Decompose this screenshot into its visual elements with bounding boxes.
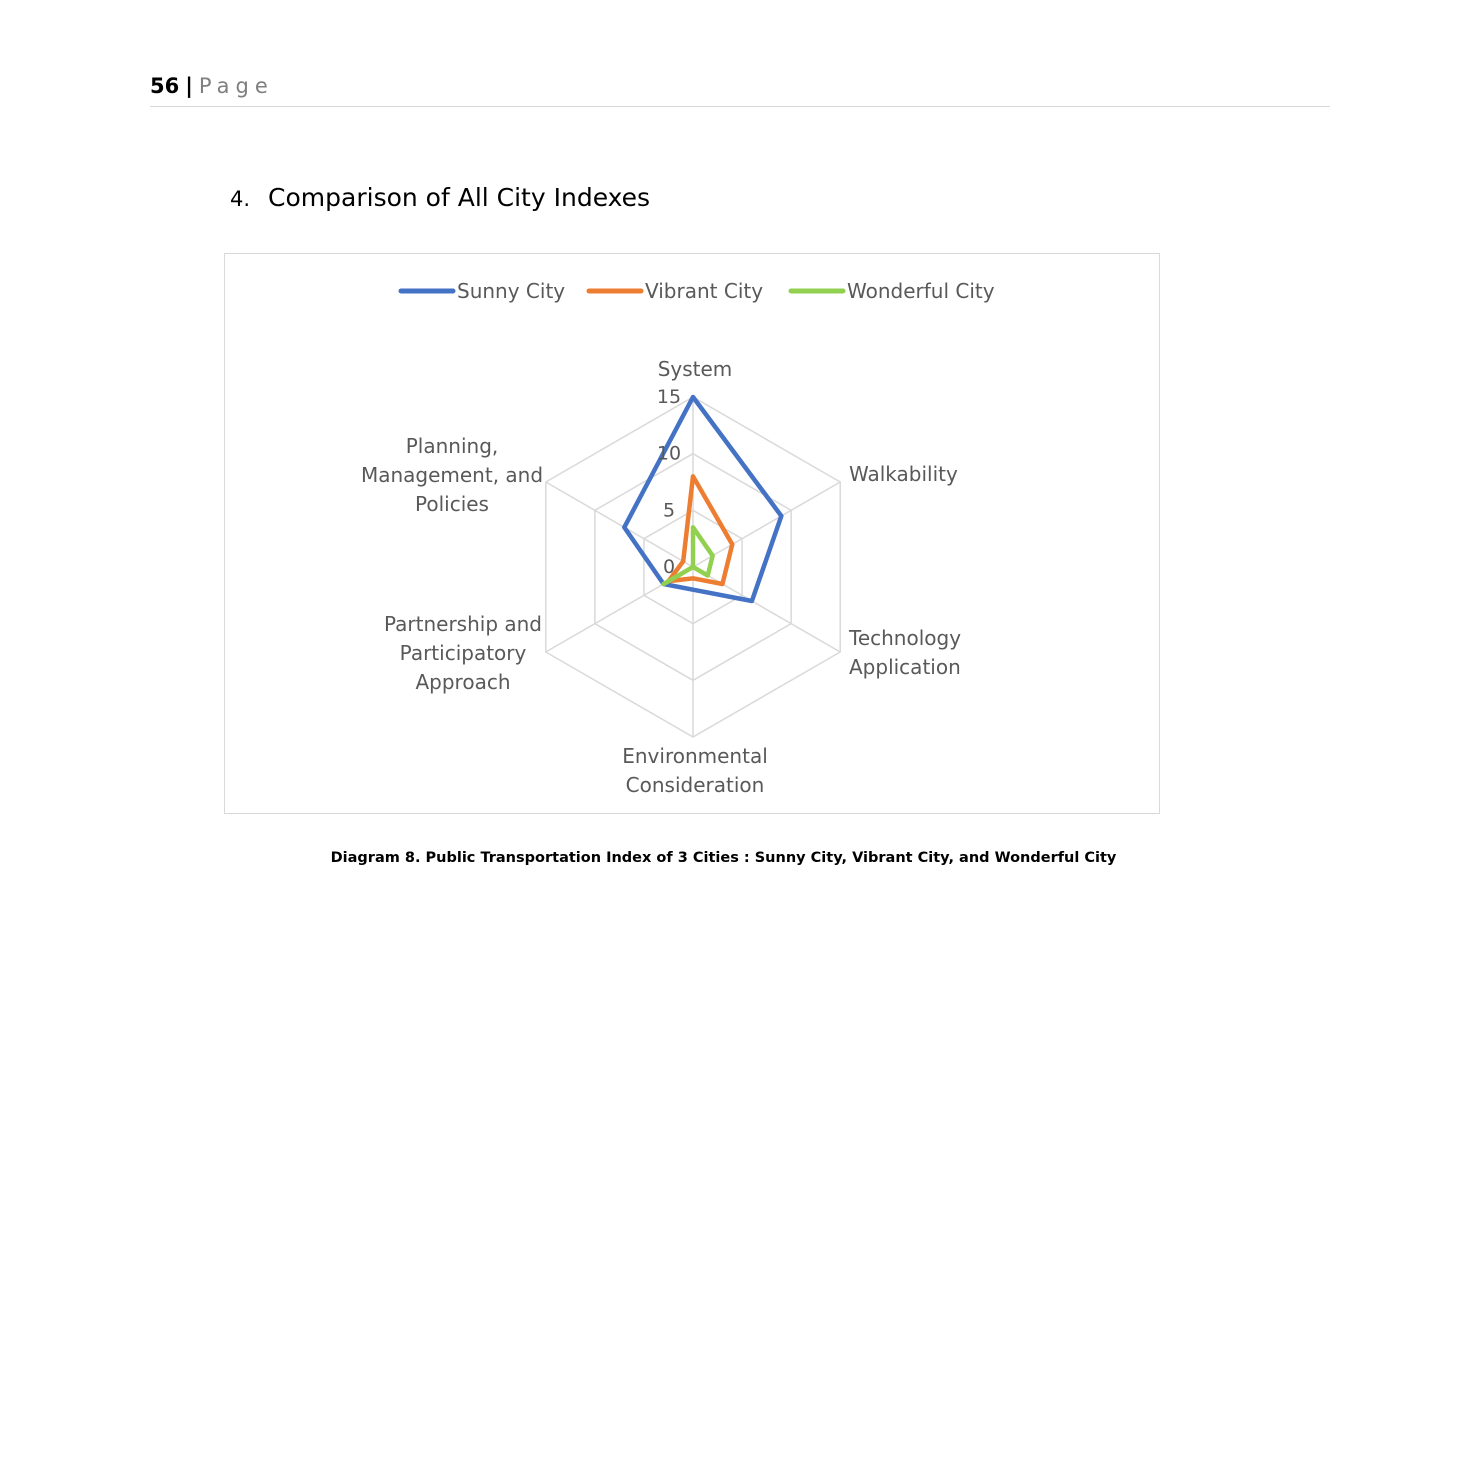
axis-label	[384, 612, 542, 694]
axis-label-line: Approach	[415, 670, 511, 694]
axis-label-line: System	[657, 357, 733, 381]
axis-label-line: Management, and	[360, 463, 544, 487]
axis-label-line: Partnership and	[383, 612, 543, 636]
axis-label-line: Planning,	[405, 434, 499, 458]
series-line-1	[668, 476, 732, 584]
axis-label	[622, 744, 768, 797]
radar-chart	[225, 254, 1161, 815]
page-header	[150, 74, 1330, 107]
axis-label-line: Participatory	[399, 641, 527, 665]
axis-label-line: Walkability	[849, 462, 958, 486]
page-word: Page	[198, 74, 274, 98]
tick-label: 15	[656, 386, 682, 408]
axis-label-line: Technology	[849, 626, 962, 650]
figure-caption	[0, 850, 1447, 866]
tick-label: 5	[662, 499, 676, 522]
grid-spoke	[693, 567, 840, 652]
legend-label: Vibrant City	[645, 279, 764, 303]
tick-label: 0	[662, 556, 676, 578]
radar-chart-frame	[224, 253, 1160, 814]
page-separator: |	[185, 74, 193, 98]
page-number: 56	[150, 74, 180, 98]
axis-label-line: Consideration	[625, 773, 765, 797]
legend-label: Sunny City	[457, 279, 566, 303]
tick-label: 10	[656, 442, 682, 465]
axis-label	[361, 434, 543, 516]
axis-label-line: Policies	[415, 492, 489, 516]
axis-label	[849, 462, 958, 486]
caption-text: . Public Transportation Index of 3 Cities : Sunny City, Vibrant City, and Wonderful City	[414, 850, 1117, 866]
section-title: Comparison of All City Indexes	[268, 183, 651, 212]
grid-spoke	[546, 482, 693, 567]
legend-label: Wonderful City	[847, 279, 995, 303]
axis-label	[848, 626, 961, 679]
section-heading	[230, 183, 650, 212]
axis-label	[658, 357, 733, 381]
caption-prefix: Diagram 8	[330, 850, 415, 866]
axis-label-line: Environmental	[622, 744, 768, 768]
axis-label-line: Application	[849, 655, 961, 679]
section-number: 4.	[230, 187, 251, 211]
